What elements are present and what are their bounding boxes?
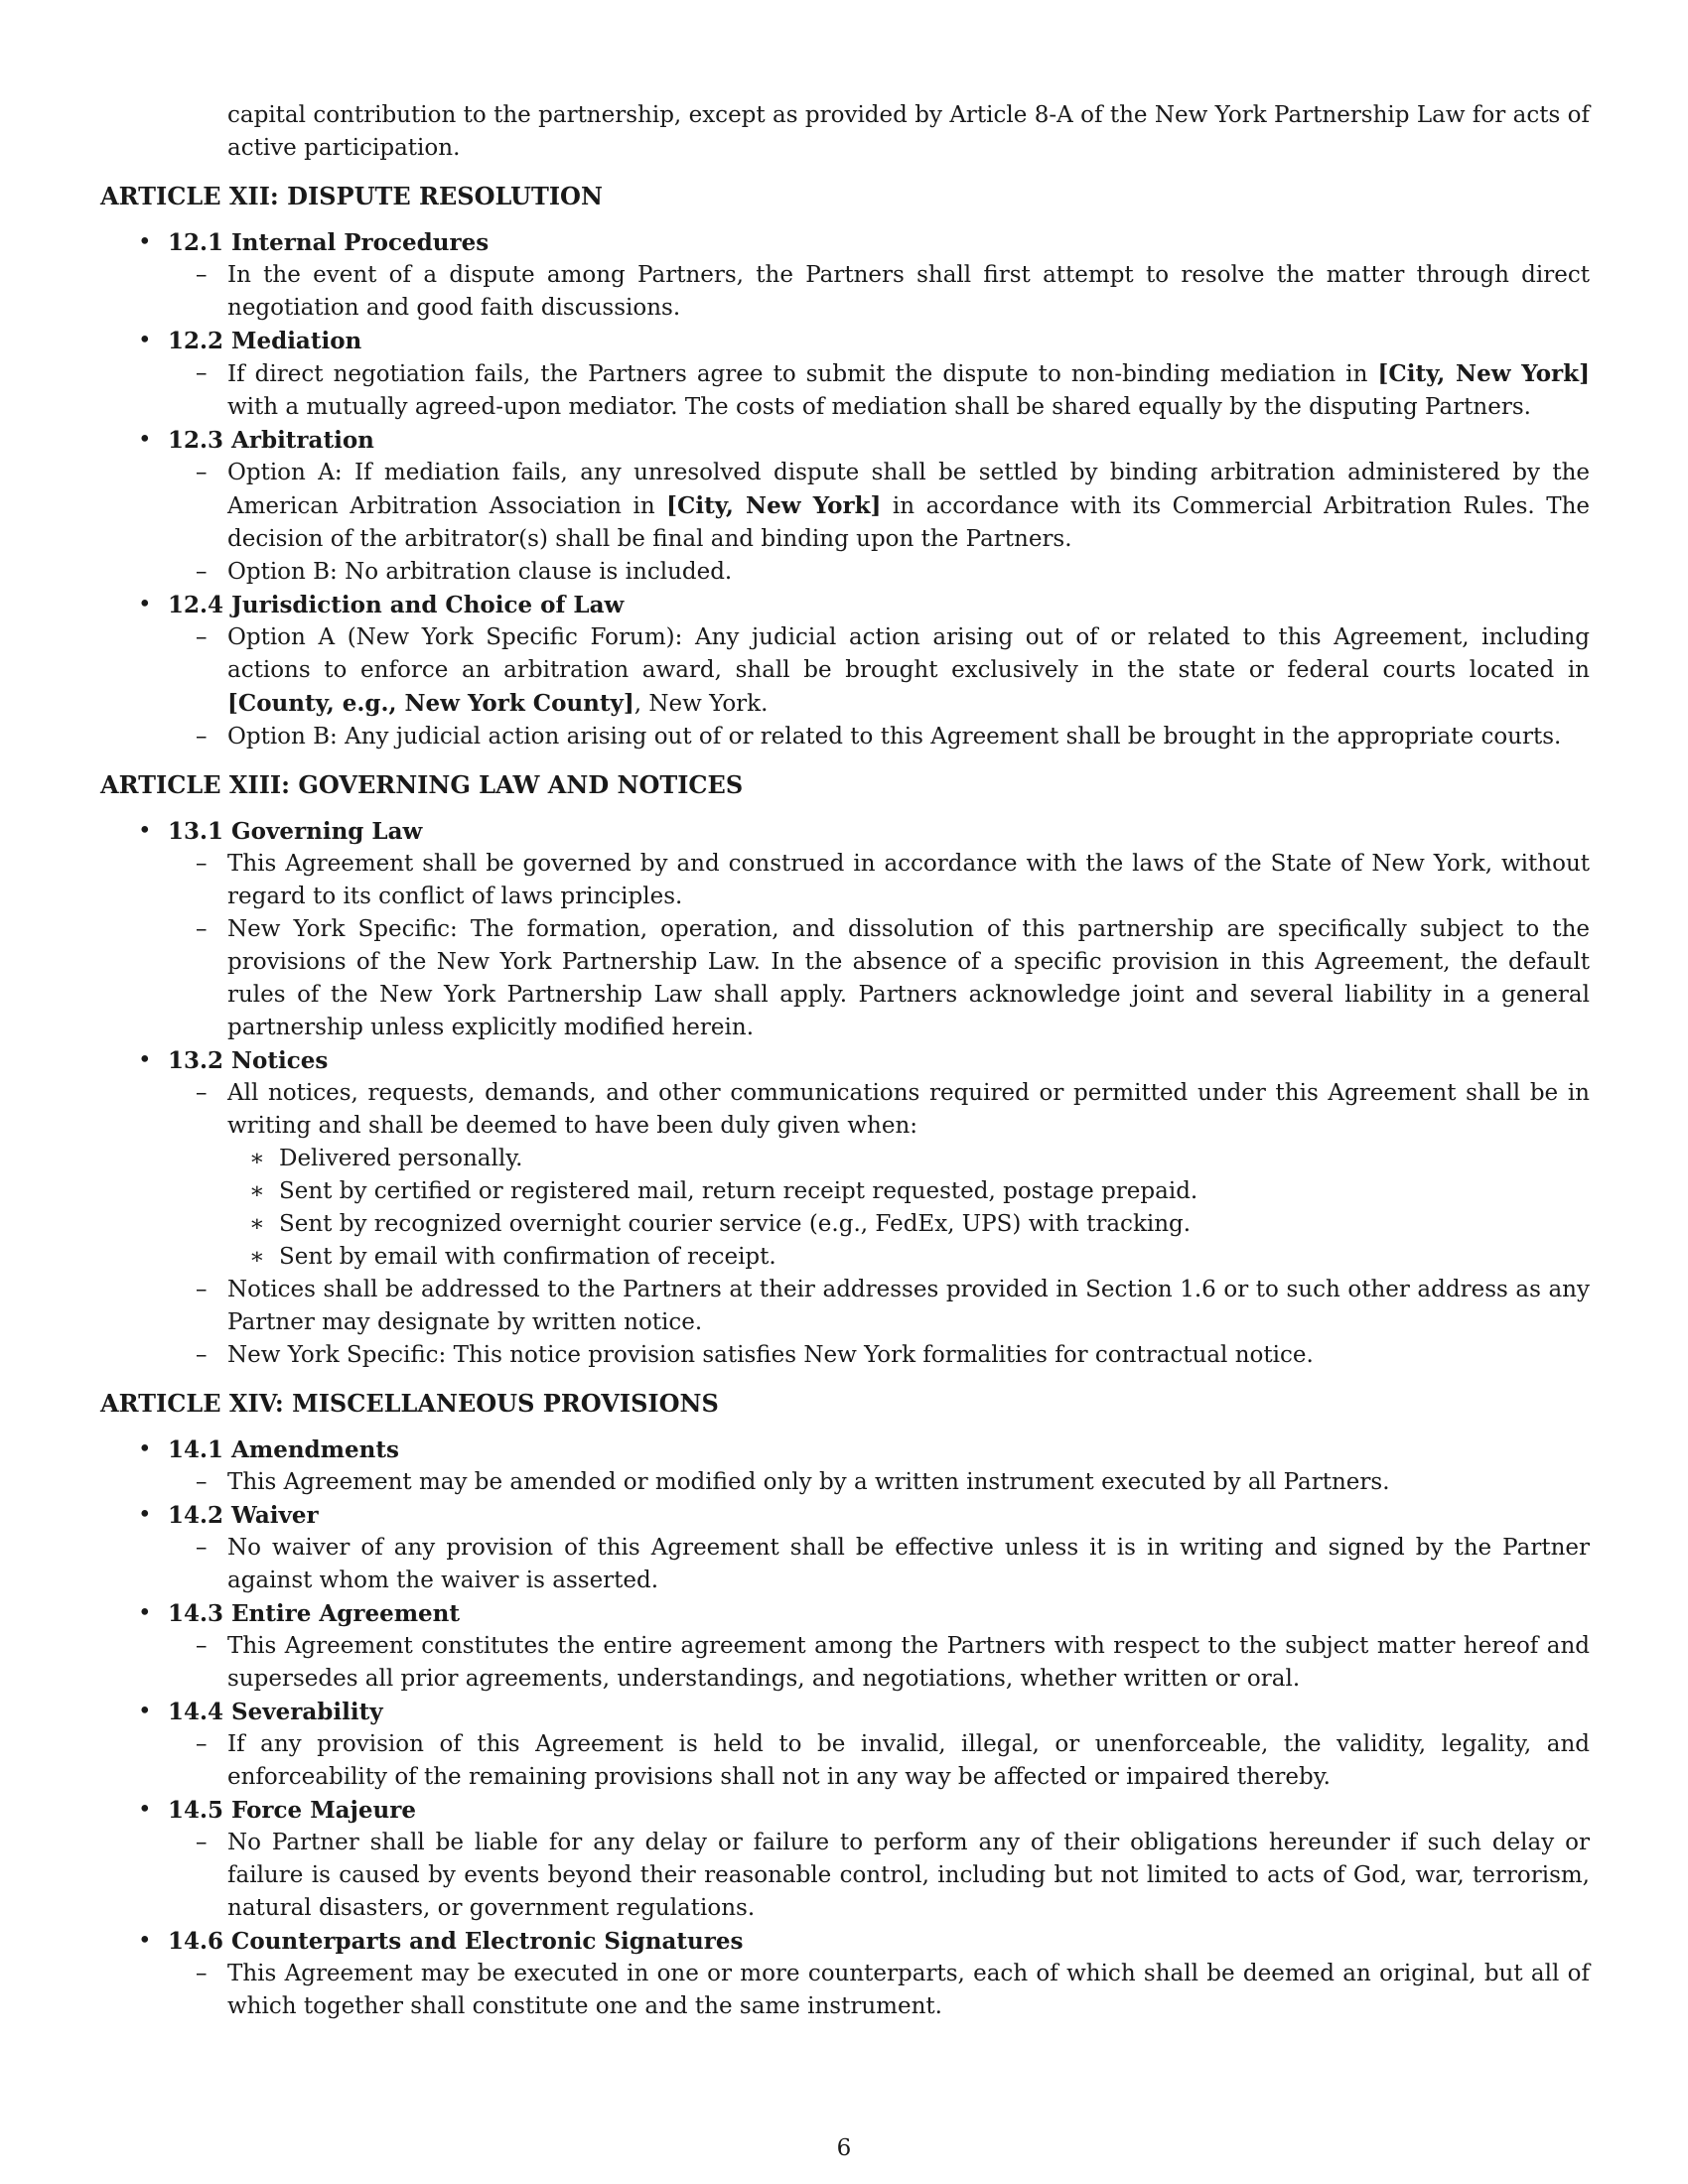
clause-text-pre: If direct negotiation fails, the Partners agree to submit the dispute to non-binding mediation in [227, 361, 1378, 387]
clause-text [227, 357, 1590, 424]
clause-item [168, 259, 1590, 325]
dash-icon: – [196, 916, 208, 942]
clause-text-post: , New York. [633, 691, 769, 717]
asterisk-icon: ∗ [249, 1244, 265, 1270]
sub-clause-item [227, 1241, 1590, 1274]
clause-list [168, 1958, 1590, 2023]
clause-text [227, 259, 1590, 325]
clause-list [168, 1630, 1590, 1696]
section-heading: 14.4 Severability [168, 1699, 383, 1725]
bullet-icon: • [138, 328, 152, 353]
section-list [100, 226, 1590, 753]
clause-text [227, 1339, 1590, 1372]
clause-list [168, 621, 1590, 753]
clause-text-span: No waiver of any provision of this Agreement shall be effective unless it is in writing and signed by the Partner against whom the waiver is asserted. [227, 1535, 1590, 1593]
sub-clause-text: Sent by recognized overnight courier service (e.g., FedEx, UPS) with tracking. [279, 1211, 1192, 1237]
clause-list [168, 357, 1590, 424]
dash-icon: – [196, 1469, 208, 1495]
section-heading: 14.5 Force Majeure [168, 1797, 416, 1824]
article-title: ARTICLE XIV: MISCELLANEOUS PROVISIONS [100, 1389, 719, 1418]
dash-icon: – [196, 724, 208, 750]
clause-text-span: This Agreement constitutes the entire agreement among the Partners with respect to the subject matter hereof and supersedes all prior agreements, understandings, and negotiations, whether written or oral. [227, 1633, 1590, 1692]
section-heading: 14.2 Waiver [168, 1502, 319, 1529]
dash-icon: – [196, 1633, 208, 1659]
clause-list [168, 1728, 1590, 1794]
article-title: ARTICLE XII: DISPUTE RESOLUTION [100, 182, 603, 210]
section-heading: 12.3 Arbitration [168, 427, 374, 454]
section-item [100, 325, 1590, 424]
clause-item [168, 457, 1590, 556]
clause-text [227, 1827, 1590, 1925]
dash-icon: – [196, 1080, 208, 1106]
clause-text [227, 556, 1590, 589]
clause-item [168, 1274, 1590, 1339]
clause-list [168, 1466, 1590, 1499]
sub-clause-list [227, 1143, 1590, 1274]
dash-icon: – [196, 1535, 208, 1561]
dash-icon: – [196, 360, 208, 386]
clause-list [168, 1827, 1590, 1925]
placeholder-field: [City, New York] [1377, 360, 1590, 387]
sub-clause-item [227, 1143, 1590, 1175]
clause-item [168, 1630, 1590, 1696]
section-item [100, 1925, 1590, 2023]
dash-icon: – [196, 1830, 208, 1855]
clause-item [168, 621, 1590, 721]
section-item [100, 1433, 1590, 1499]
clause-text-span: All notices, requests, demands, and other communications required or permitted under this Agreement shall be in writing and shall be deemed to have been duly given when: [227, 1080, 1590, 1139]
clause-text-post: in accordance with its Commercial Arbitration Rules. The decision of the arbitrator(s) shall be final and binding upon the Partners. [227, 493, 1591, 552]
bullet-icon: • [138, 1797, 152, 1823]
clause-text-span: This Agreement may be executed in one or more counterparts, each of which shall be deemed an original, but all of which together shall constitute one and the same instrument. [227, 1961, 1590, 2019]
clause-text-pre: Option A: If mediation fails, any unresolved dispute shall be settled by binding arbitration administered by the American Arbitration Association in [227, 460, 1590, 519]
bullet-icon: • [138, 818, 152, 844]
clause-text-span: No Partner shall be liable for any delay or failure to perform any of their obligations hereunder if such delay or failure is caused by events beyond their reasonable control, including but not limited to acts of God, war, terrorism, natural disasters, or government regulations. [227, 1830, 1590, 1921]
section-item [100, 1044, 1590, 1372]
clause-item [168, 1958, 1590, 2023]
sub-clause-item [227, 1208, 1590, 1241]
clause-text [227, 721, 1590, 753]
dash-icon: – [196, 460, 208, 485]
continuation-paragraph: capital contribution to the partnership, except as provided by Article 8-A of the New York Partnership Law for acts of active participation. [227, 102, 1590, 161]
section-item [100, 424, 1590, 589]
bullet-icon: • [138, 1699, 152, 1724]
dash-icon: – [196, 624, 208, 650]
clause-text-span: Notices shall be addressed to the Partners at their addresses provided in Section 1.6 or to such other address as any Partner may designate by written notice. [227, 1277, 1590, 1335]
clause-item [168, 1466, 1590, 1499]
asterisk-icon: ∗ [249, 1178, 265, 1204]
clause-text-span: Option B: No arbitration clause is included. [227, 559, 733, 585]
clause-text [227, 457, 1590, 556]
clause-text-span: This Agreement may be amended or modified only by a written instrument executed by all Partners. [227, 1469, 1390, 1495]
clause-text [227, 1532, 1590, 1597]
bullet-icon: • [138, 1047, 152, 1073]
sub-clause-text: Delivered personally. [279, 1146, 523, 1171]
clause-text [227, 1077, 1590, 1143]
section-item [100, 1696, 1590, 1794]
bullet-icon: • [138, 427, 152, 453]
clause-text-span: New York Specific: The formation, operation, and dissolution of this partnership are specifically subject to the provisions of the New York Partnership Law. In the absence of a specific provision in this Agreement, the default rules of the New York Partnership Law shall apply. Partners acknowledge joint and several liability in a general partnership unless explicitly modified herein. [227, 916, 1590, 1040]
dash-icon: – [196, 1342, 208, 1368]
clause-text [227, 913, 1590, 1044]
clause-item [168, 721, 1590, 753]
bullet-icon: • [138, 1502, 152, 1528]
section-item [100, 1794, 1590, 1925]
clause-list [168, 457, 1590, 589]
section-heading: 12.2 Mediation [168, 328, 362, 354]
dash-icon: – [196, 1277, 208, 1302]
dash-icon: – [196, 262, 208, 288]
clause-text [227, 1728, 1590, 1794]
dash-icon: – [196, 1731, 208, 1757]
section-list [100, 815, 1590, 1372]
section-item [100, 226, 1590, 325]
sub-clause-item [227, 1175, 1590, 1208]
asterisk-icon: ∗ [249, 1146, 265, 1171]
clause-item [168, 913, 1590, 1044]
asterisk-icon: ∗ [249, 1211, 265, 1237]
section-heading: 13.2 Notices [168, 1047, 329, 1074]
clause-text [227, 1466, 1590, 1499]
placeholder-field: [County, e.g., New York County] [227, 690, 634, 717]
clause-text [227, 621, 1590, 721]
bullet-icon: • [138, 229, 152, 255]
clause-text-span: In the event of a dispute among Partners, the Partners shall first attempt to resolve the matter through direct negotiation and good faith discussions. [227, 262, 1590, 321]
clause-list [168, 259, 1590, 325]
section-heading: 14.1 Amendments [168, 1436, 399, 1463]
clause-text [227, 1274, 1590, 1339]
clause-text-post: with a mutually agreed-upon mediator. The costs of mediation shall be shared equally by the disputing Partners. [227, 394, 1531, 420]
clause-list [168, 1532, 1590, 1597]
clause-list [168, 848, 1590, 1044]
clause-list [168, 1077, 1590, 1372]
clause-text [227, 848, 1590, 913]
bullet-icon: • [138, 592, 152, 617]
page-number: 6 [836, 2135, 852, 2161]
section-heading: 14.6 Counterparts and Electronic Signatures [168, 1928, 744, 1955]
clause-item [168, 556, 1590, 589]
clause-item [168, 1827, 1590, 1925]
clause-item [168, 1532, 1590, 1597]
clause-text [227, 1630, 1590, 1696]
clause-text [227, 1958, 1590, 2023]
section-heading: 12.1 Internal Procedures [168, 229, 490, 256]
sub-clause-text: Sent by certified or registered mail, return receipt requested, postage prepaid. [279, 1178, 1198, 1204]
clause-text-span: If any provision of this Agreement is held to be invalid, illegal, or unenforceable, the validity, legality, and enforceability of the remaining provisions shall not in any way be affected or impaired thereby. [227, 1731, 1590, 1790]
page-content [100, 99, 1590, 2023]
clause-text-span: This Agreement shall be governed by and construed in accordance with the laws of the State of New York, without regard to its conflict of laws principles. [227, 851, 1590, 909]
section-list [100, 1433, 1590, 2023]
clause-item [168, 1077, 1590, 1274]
section-heading: 14.3 Entire Agreement [168, 1600, 461, 1627]
dash-icon: – [196, 1961, 208, 1986]
dash-icon: – [196, 851, 208, 877]
section-item [100, 1499, 1590, 1597]
clause-item [168, 357, 1590, 424]
section-heading: 12.4 Jurisdiction and Choice of Law [168, 592, 625, 618]
clause-text-span: New York Specific: This notice provision satisfies New York formalities for contractual notice. [227, 1342, 1314, 1368]
sub-clause-text: Sent by email with confirmation of receipt. [279, 1244, 776, 1270]
bullet-icon: • [138, 1436, 152, 1462]
clause-item [168, 1339, 1590, 1372]
clause-text-span: Option B: Any judicial action arising out of or related to this Agreement shall be brought in the appropriate courts. [227, 724, 1562, 750]
articles-container [100, 180, 1590, 2023]
section-item [100, 815, 1590, 1044]
section-item [100, 1597, 1590, 1696]
dash-icon: – [196, 559, 208, 585]
section-item [100, 589, 1590, 753]
article-title: ARTICLE XIII: GOVERNING LAW AND NOTICES [100, 770, 744, 799]
placeholder-field: [City, New York] [666, 492, 882, 519]
clause-item [168, 848, 1590, 913]
bullet-icon: • [138, 1928, 152, 1954]
section-heading: 13.1 Governing Law [168, 818, 423, 845]
clause-text-pre: Option A (New York Specific Forum): Any judicial action arising out of or related to this Agreement, including actions to enforce an arbitration award, shall be brought exclusively in the state or federal courts located in [227, 624, 1590, 683]
bullet-icon: • [138, 1600, 152, 1626]
clause-item [168, 1728, 1590, 1794]
